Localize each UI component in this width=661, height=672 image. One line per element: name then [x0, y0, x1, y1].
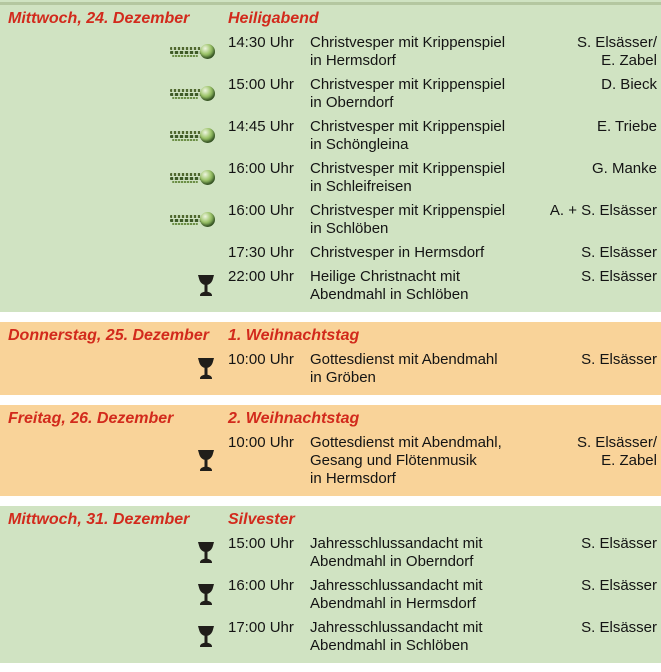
event-time: 16:00 Uhr [228, 160, 294, 177]
section-events [0, 34, 661, 304]
event-icon-cell [0, 85, 222, 103]
event-time: 14:45 Uhr [228, 118, 294, 135]
krippenspiel-logo-text [170, 214, 201, 226]
event-description-line: Abendmahl in Hermsdorf [310, 595, 476, 612]
event-description-line: Christvesper mit Krippenspiel [310, 160, 506, 177]
event-icon-cell [0, 625, 222, 650]
event-description [304, 160, 538, 196]
section-header [0, 409, 661, 434]
event-leader-line: E. Zabel [601, 52, 657, 69]
chalice-icon [197, 357, 215, 382]
event-description [304, 202, 538, 238]
section-events [0, 434, 661, 488]
section-date: Mittwoch, 31. Dezember [8, 511, 190, 528]
event-leader-line: E. Zabel [601, 452, 657, 469]
event-leader [538, 76, 661, 94]
event-row [0, 202, 661, 238]
event-description-line: Christvesper mit Krippenspiel [310, 202, 506, 219]
event-row [0, 160, 661, 196]
chalice-icon [197, 541, 215, 566]
event-time: 22:00 Uhr [228, 268, 294, 285]
krippenspiel-logo-ball [200, 212, 215, 227]
event-leader [538, 619, 661, 637]
krippenspiel-logo-ball [200, 128, 215, 143]
event-row [0, 535, 661, 571]
krippenspiel-logo-icon [169, 85, 215, 103]
krippenspiel-logo-icon [169, 127, 215, 145]
section-events [0, 535, 661, 655]
event-description [304, 268, 538, 304]
section-title: 2. Weihnachtstag [228, 410, 360, 427]
chalice-icon [197, 583, 215, 608]
event-leader-line: S. Elsässer/ [576, 34, 657, 51]
event-icon-cell [0, 357, 222, 382]
schedule-section [0, 322, 661, 395]
event-row [0, 577, 661, 613]
krippenspiel-logo-ball [200, 86, 215, 101]
event-time: 16:00 Uhr [228, 577, 294, 594]
event-leader [538, 535, 661, 553]
event-leader-line: S. Elsässer [581, 244, 657, 261]
event-description-line: Heilige Christnacht mit [310, 268, 461, 285]
event-description-line: Jahresschlussandacht mit [310, 535, 483, 552]
event-time: 15:00 Uhr [228, 535, 294, 552]
event-description [304, 434, 538, 488]
section-title: Heiligabend [228, 10, 319, 27]
event-time: 10:00 Uhr [228, 351, 294, 368]
event-leader-line: S. Elsässer/ [576, 434, 657, 451]
krippenspiel-logo-icon [169, 211, 215, 229]
event-description-line: in Schöngleina [310, 136, 409, 153]
event-description-line: Gottesdienst mit Abendmahl, [310, 434, 502, 451]
event-description-line: Jahresschlussandacht mit [310, 619, 483, 636]
section-header [0, 510, 661, 535]
event-description-line: in Schleifreisen [310, 178, 412, 195]
event-description [304, 619, 538, 655]
event-description [304, 535, 538, 571]
event-description-line: Gesang und Flötenmusik [310, 452, 477, 469]
event-description-line: Christvesper in Hermsdorf [310, 244, 485, 261]
section-title: 1. Weihnachtstag [228, 327, 360, 344]
event-row [0, 34, 661, 70]
event-description-line: in Gröben [310, 369, 376, 386]
event-description [304, 118, 538, 154]
section-date: Freitag, 26. Dezember [8, 410, 174, 427]
event-leader [538, 351, 661, 369]
event-icon-cell [0, 211, 222, 229]
event-description [304, 577, 538, 613]
krippenspiel-logo-icon [169, 169, 215, 187]
event-icon-cell [0, 127, 222, 145]
event-time: 17:30 Uhr [228, 244, 294, 261]
krippenspiel-logo-ball [200, 170, 215, 185]
event-description-line: Gottesdienst mit Abendmahl [310, 351, 498, 368]
event-row [0, 268, 661, 304]
event-leader [538, 118, 661, 136]
event-description [304, 351, 538, 387]
event-leader [538, 244, 661, 262]
event-leader [538, 202, 661, 220]
krippenspiel-logo-ball [200, 44, 215, 59]
chalice-icon [197, 274, 215, 299]
event-row [0, 351, 661, 387]
event-time: 15:00 Uhr [228, 76, 294, 93]
event-row [0, 76, 661, 112]
event-description-line: Christvesper mit Krippenspiel [310, 76, 506, 93]
event-time: 16:00 Uhr [228, 202, 294, 219]
event-leader [538, 268, 661, 286]
section-date: Donnerstag, 25. Dezember [8, 327, 209, 344]
event-time: 17:00 Uhr [228, 619, 294, 636]
chalice-icon [197, 625, 215, 650]
event-description-line: in Schlöben [310, 220, 389, 237]
event-description-line: in Hermsdorf [310, 470, 396, 487]
event-row [0, 118, 661, 154]
service-schedule [0, 5, 661, 663]
event-leader-line: S. Elsässer [581, 268, 657, 285]
section-title: Silvester [228, 511, 295, 528]
schedule-section [0, 405, 661, 496]
event-description [304, 244, 538, 262]
event-row [0, 244, 661, 262]
event-leader-line: S. Elsässer [581, 535, 657, 552]
event-leader-line: D. Bieck [601, 76, 657, 93]
event-description-line: in Hermsdorf [310, 52, 396, 69]
event-leader-line: S. Elsässer [581, 619, 657, 636]
event-leader-line: A. + S. Elsässer [549, 202, 657, 219]
event-description-line: Christvesper mit Krippenspiel [310, 118, 506, 135]
section-header [0, 9, 661, 34]
section-header [0, 326, 661, 351]
event-leader [538, 577, 661, 595]
event-leader-line: S. Elsässer [581, 577, 657, 594]
event-leader [538, 434, 661, 470]
krippenspiel-logo-text [170, 172, 201, 184]
event-description-line: Jahresschlussandacht mit [310, 577, 483, 594]
event-leader [538, 34, 661, 70]
event-description [304, 76, 538, 112]
event-description-line: Abendmahl in Oberndorf [310, 553, 474, 570]
event-description-line: Abendmahl in Schlöben [310, 637, 469, 654]
krippenspiel-logo-text [170, 130, 201, 142]
event-icon-cell [0, 541, 222, 566]
event-icon-cell [0, 43, 222, 61]
event-icon-cell [0, 169, 222, 187]
section-date: Mittwoch, 24. Dezember [8, 10, 190, 27]
event-leader [538, 160, 661, 178]
event-row [0, 434, 661, 488]
event-time: 14:30 Uhr [228, 34, 294, 51]
schedule-section [0, 506, 661, 663]
krippenspiel-logo-text [170, 88, 201, 100]
krippenspiel-logo-icon [169, 43, 215, 61]
event-icon-cell [0, 274, 222, 299]
event-leader-line: S. Elsässer [581, 351, 657, 368]
event-leader-line: E. Triebe [596, 118, 657, 135]
event-description-line: Christvesper mit Krippenspiel [310, 34, 506, 51]
krippenspiel-logo-text [170, 46, 201, 58]
section-events [0, 351, 661, 387]
event-icon-cell [0, 449, 222, 474]
event-icon-cell [0, 583, 222, 608]
chalice-icon [197, 449, 215, 474]
event-leader-line: G. Manke [591, 160, 657, 177]
event-row [0, 619, 661, 655]
schedule-section [0, 5, 661, 312]
event-description-line: Abendmahl in Schlöben [310, 286, 469, 303]
event-description-line: in Oberndorf [310, 94, 394, 111]
event-description [304, 34, 538, 70]
event-time: 10:00 Uhr [228, 434, 294, 451]
